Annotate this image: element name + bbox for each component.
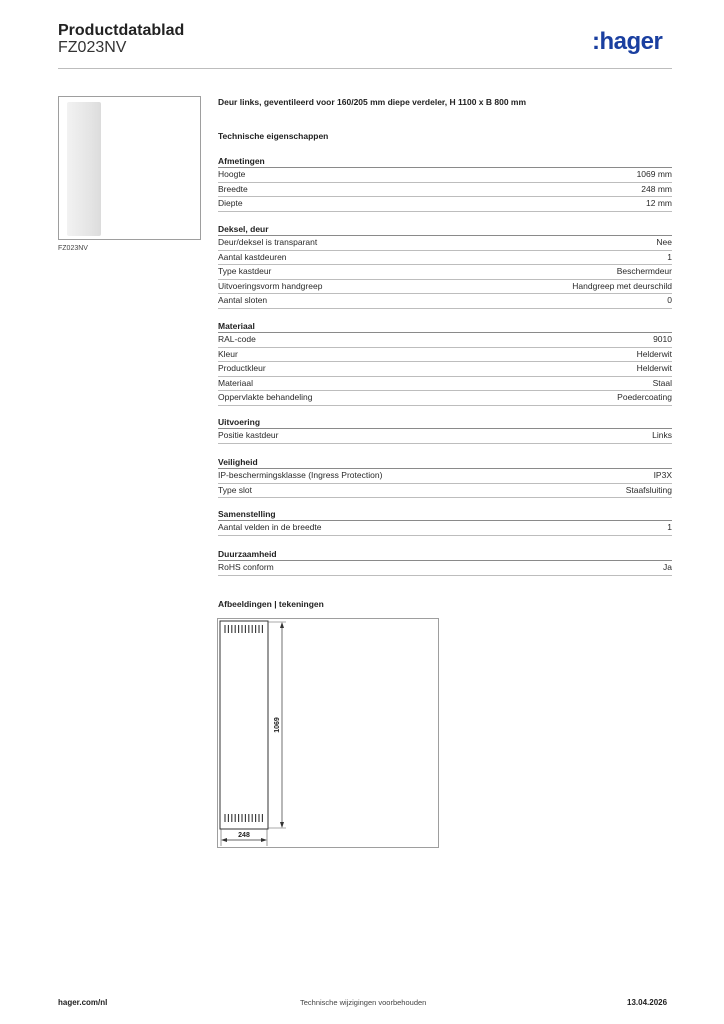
spec-row: [218, 484, 672, 499]
header-divider: [58, 68, 672, 69]
spec-value: Ja: [663, 562, 672, 572]
spec-label: RAL-code: [218, 334, 256, 344]
section-title: Veiligheid: [218, 456, 672, 469]
spec-label: Materiaal: [218, 377, 253, 388]
section-materiaal: [218, 320, 672, 406]
spec-value: 12 mm: [646, 198, 672, 208]
arrow-head: [261, 838, 267, 842]
spec-label: Kleur: [218, 348, 238, 359]
spec-label: Deur/deksel is transparant: [218, 237, 318, 247]
bottom-vent-slots: [225, 814, 262, 822]
spec-value: 9010: [653, 334, 672, 344]
spec-value: 248 mm: [641, 183, 672, 194]
tech-heading: Technische eigenschappen: [218, 131, 329, 141]
arrow-head: [280, 622, 284, 628]
section-title: Deksel, deur: [218, 223, 672, 236]
spec-row: [218, 561, 672, 576]
section-uitvoering: [218, 416, 672, 444]
spec-label: Productkleur: [218, 363, 266, 373]
thumbnail-caption: FZ023NV: [58, 245, 88, 252]
spec-value: 1069 mm: [636, 169, 672, 179]
spec-label: RoHS conform: [218, 562, 274, 572]
section-title: Materiaal: [218, 320, 672, 333]
section-deksel-deur: [218, 223, 672, 309]
spec-value: 1: [667, 522, 672, 532]
spec-row: [218, 362, 672, 377]
height-label: 1069: [274, 717, 281, 733]
spec-row: [218, 391, 672, 406]
spec-label: Breedte: [218, 183, 248, 194]
spec-value: Links: [652, 430, 672, 440]
section-veiligheid: [218, 456, 672, 498]
spec-row: [218, 429, 672, 444]
spec-value: Helderwit: [636, 363, 672, 373]
spec-label: IP-beschermingsklasse (Ingress Protection): [218, 470, 383, 480]
section-title: Duurzaamheid: [218, 548, 672, 561]
spec-label: Uitvoeringsvorm handgreep: [218, 280, 323, 291]
spec-row: [218, 521, 672, 536]
spec-row: [218, 469, 672, 484]
spec-row: [218, 265, 672, 280]
spec-value: Poedercoating: [617, 392, 672, 402]
top-vent-slots: [225, 625, 262, 633]
drawing-svg: [218, 619, 440, 849]
footer-note: Technische wijzigingen voorbehouden: [300, 998, 427, 1007]
spec-label: Oppervlakte behandeling: [218, 392, 313, 402]
spec-value: Staal: [652, 377, 672, 388]
section-samenstelling: [218, 508, 672, 536]
section-afmetingen: [218, 155, 672, 212]
spec-row: [218, 197, 672, 212]
spec-row: [218, 294, 672, 309]
spec-row: [218, 251, 672, 266]
spec-value: 1: [667, 251, 672, 262]
door-panel-image: [67, 102, 101, 236]
spec-row: [218, 236, 672, 251]
arrow-head: [221, 838, 227, 842]
spec-label: Type slot: [218, 484, 253, 495]
spec-label: Aantal kastdeuren: [218, 251, 287, 262]
arrow-head: [280, 822, 284, 828]
spec-label: Type kastdeur: [218, 266, 272, 276]
spec-value: 0: [667, 295, 672, 305]
spec-label: Positie kastdeur: [218, 430, 279, 440]
spec-row: [218, 183, 672, 198]
spec-row: [218, 333, 672, 348]
spec-value: IP3X: [653, 470, 672, 480]
spec-value: Handgreep met deurschild: [572, 280, 672, 291]
spec-row: [218, 168, 672, 183]
hager-logo: :hager: [592, 28, 663, 55]
spec-row: [218, 348, 672, 363]
footer-date: 13.04.2026: [627, 998, 668, 1007]
section-title: Uitvoering: [218, 416, 672, 429]
spec-row: [218, 377, 672, 392]
spec-row: [218, 280, 672, 295]
product-code: FZ023NV: [58, 39, 127, 56]
width-label: 248: [238, 832, 250, 839]
spec-label: Diepte: [218, 198, 243, 208]
footer-website: hager.com/nl: [58, 998, 108, 1007]
spec-value: Helderwit: [636, 348, 672, 359]
product-description: Deur links, geventileerd voor 160/205 mm diepe verdeler, H 1100 x B 800 mm: [218, 97, 527, 107]
spec-value: Staafsluiting: [625, 484, 672, 495]
document-title: Productdatablad: [58, 22, 185, 39]
product-thumbnail: [58, 96, 201, 240]
spec-label: Hoogte: [218, 169, 246, 179]
section-title: Samenstelling: [218, 508, 672, 521]
section-duurzaamheid: [218, 548, 672, 576]
spec-value: Nee: [656, 237, 672, 247]
spec-label: Aantal velden in de breedte: [218, 522, 322, 532]
spec-label: Aantal sloten: [218, 295, 268, 305]
technical-drawing: [217, 618, 439, 848]
spec-value: Beschermdeur: [616, 266, 672, 276]
section-title: Afmetingen: [218, 155, 672, 168]
images-heading: Afbeeldingen | tekeningen: [218, 599, 324, 609]
door-outline: [220, 621, 268, 829]
